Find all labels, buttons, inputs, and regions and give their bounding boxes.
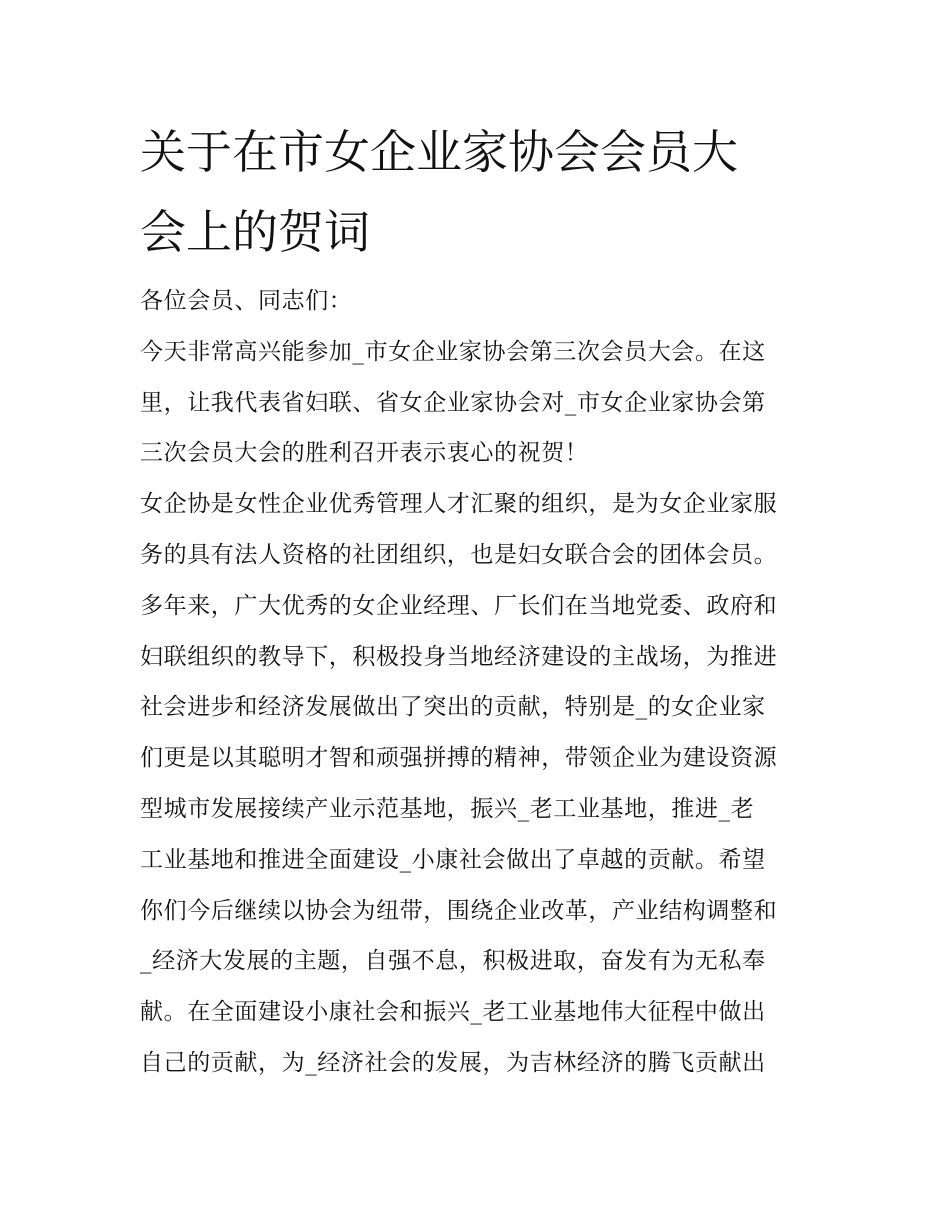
body-line: 三次会员大会的胜利召开表示衷心的祝贺！ [140,440,589,467]
body-line: 务的具有法人资格的社团组织，也是妇女联合会的团体会员。 [140,541,778,568]
document-body [140,281,820,1094]
body-line: 献。在全面建设小康社会和振兴_老工业基地伟大征程中做出 [140,999,766,1026]
title-line: 会上的贺词 [140,205,370,259]
body-line: 自己的贡献，为_经济社会的发展，为吉林经济的腾飞贡献出 [140,1049,766,1076]
body-line: 今天非常高兴能参加_市女企业家协会第三次会员大会。在这 [140,338,766,365]
salutation-line: 各位会员、同志们： [140,288,353,314]
body-line: 工业基地和推进全面建设_小康社会做出了卓越的贡献。希望 [140,846,766,873]
body-line: 社会进步和经济发展做出了突出的贡献，特别是_的女企业家 [140,694,766,721]
body-line: 多年来，广大优秀的女企业经理、厂长们在当地党委、政府和 [140,592,778,619]
document-title [140,112,820,272]
body-line: 型城市发展接续产业示范基地，振兴_老工业基地，推进_老 [140,795,755,822]
body-line: 女企协是女性企业优秀管理人才汇聚的组织，是为女企业家服 [140,491,778,518]
body-line: 们更是以其聪明才智和顽强拼搏的精神，带领企业为建设资源 [140,745,778,772]
body-line: 里，让我代表省妇联、省女企业家协会对_市女企业家协会第 [140,389,766,416]
body-line: 你们今后继续以协会为纽带，围绕企业改革，产业结构调整和 [140,897,778,924]
title-line: 关于在市女企业家协会会员大 [140,125,738,179]
body-line: 妇联组织的教导下，积极投身当地经济建设的主战场，为推进 [140,643,778,670]
body-line: _经济大发展的主题，自强不息，积极进取，奋发有为无私奉 [140,948,766,975]
